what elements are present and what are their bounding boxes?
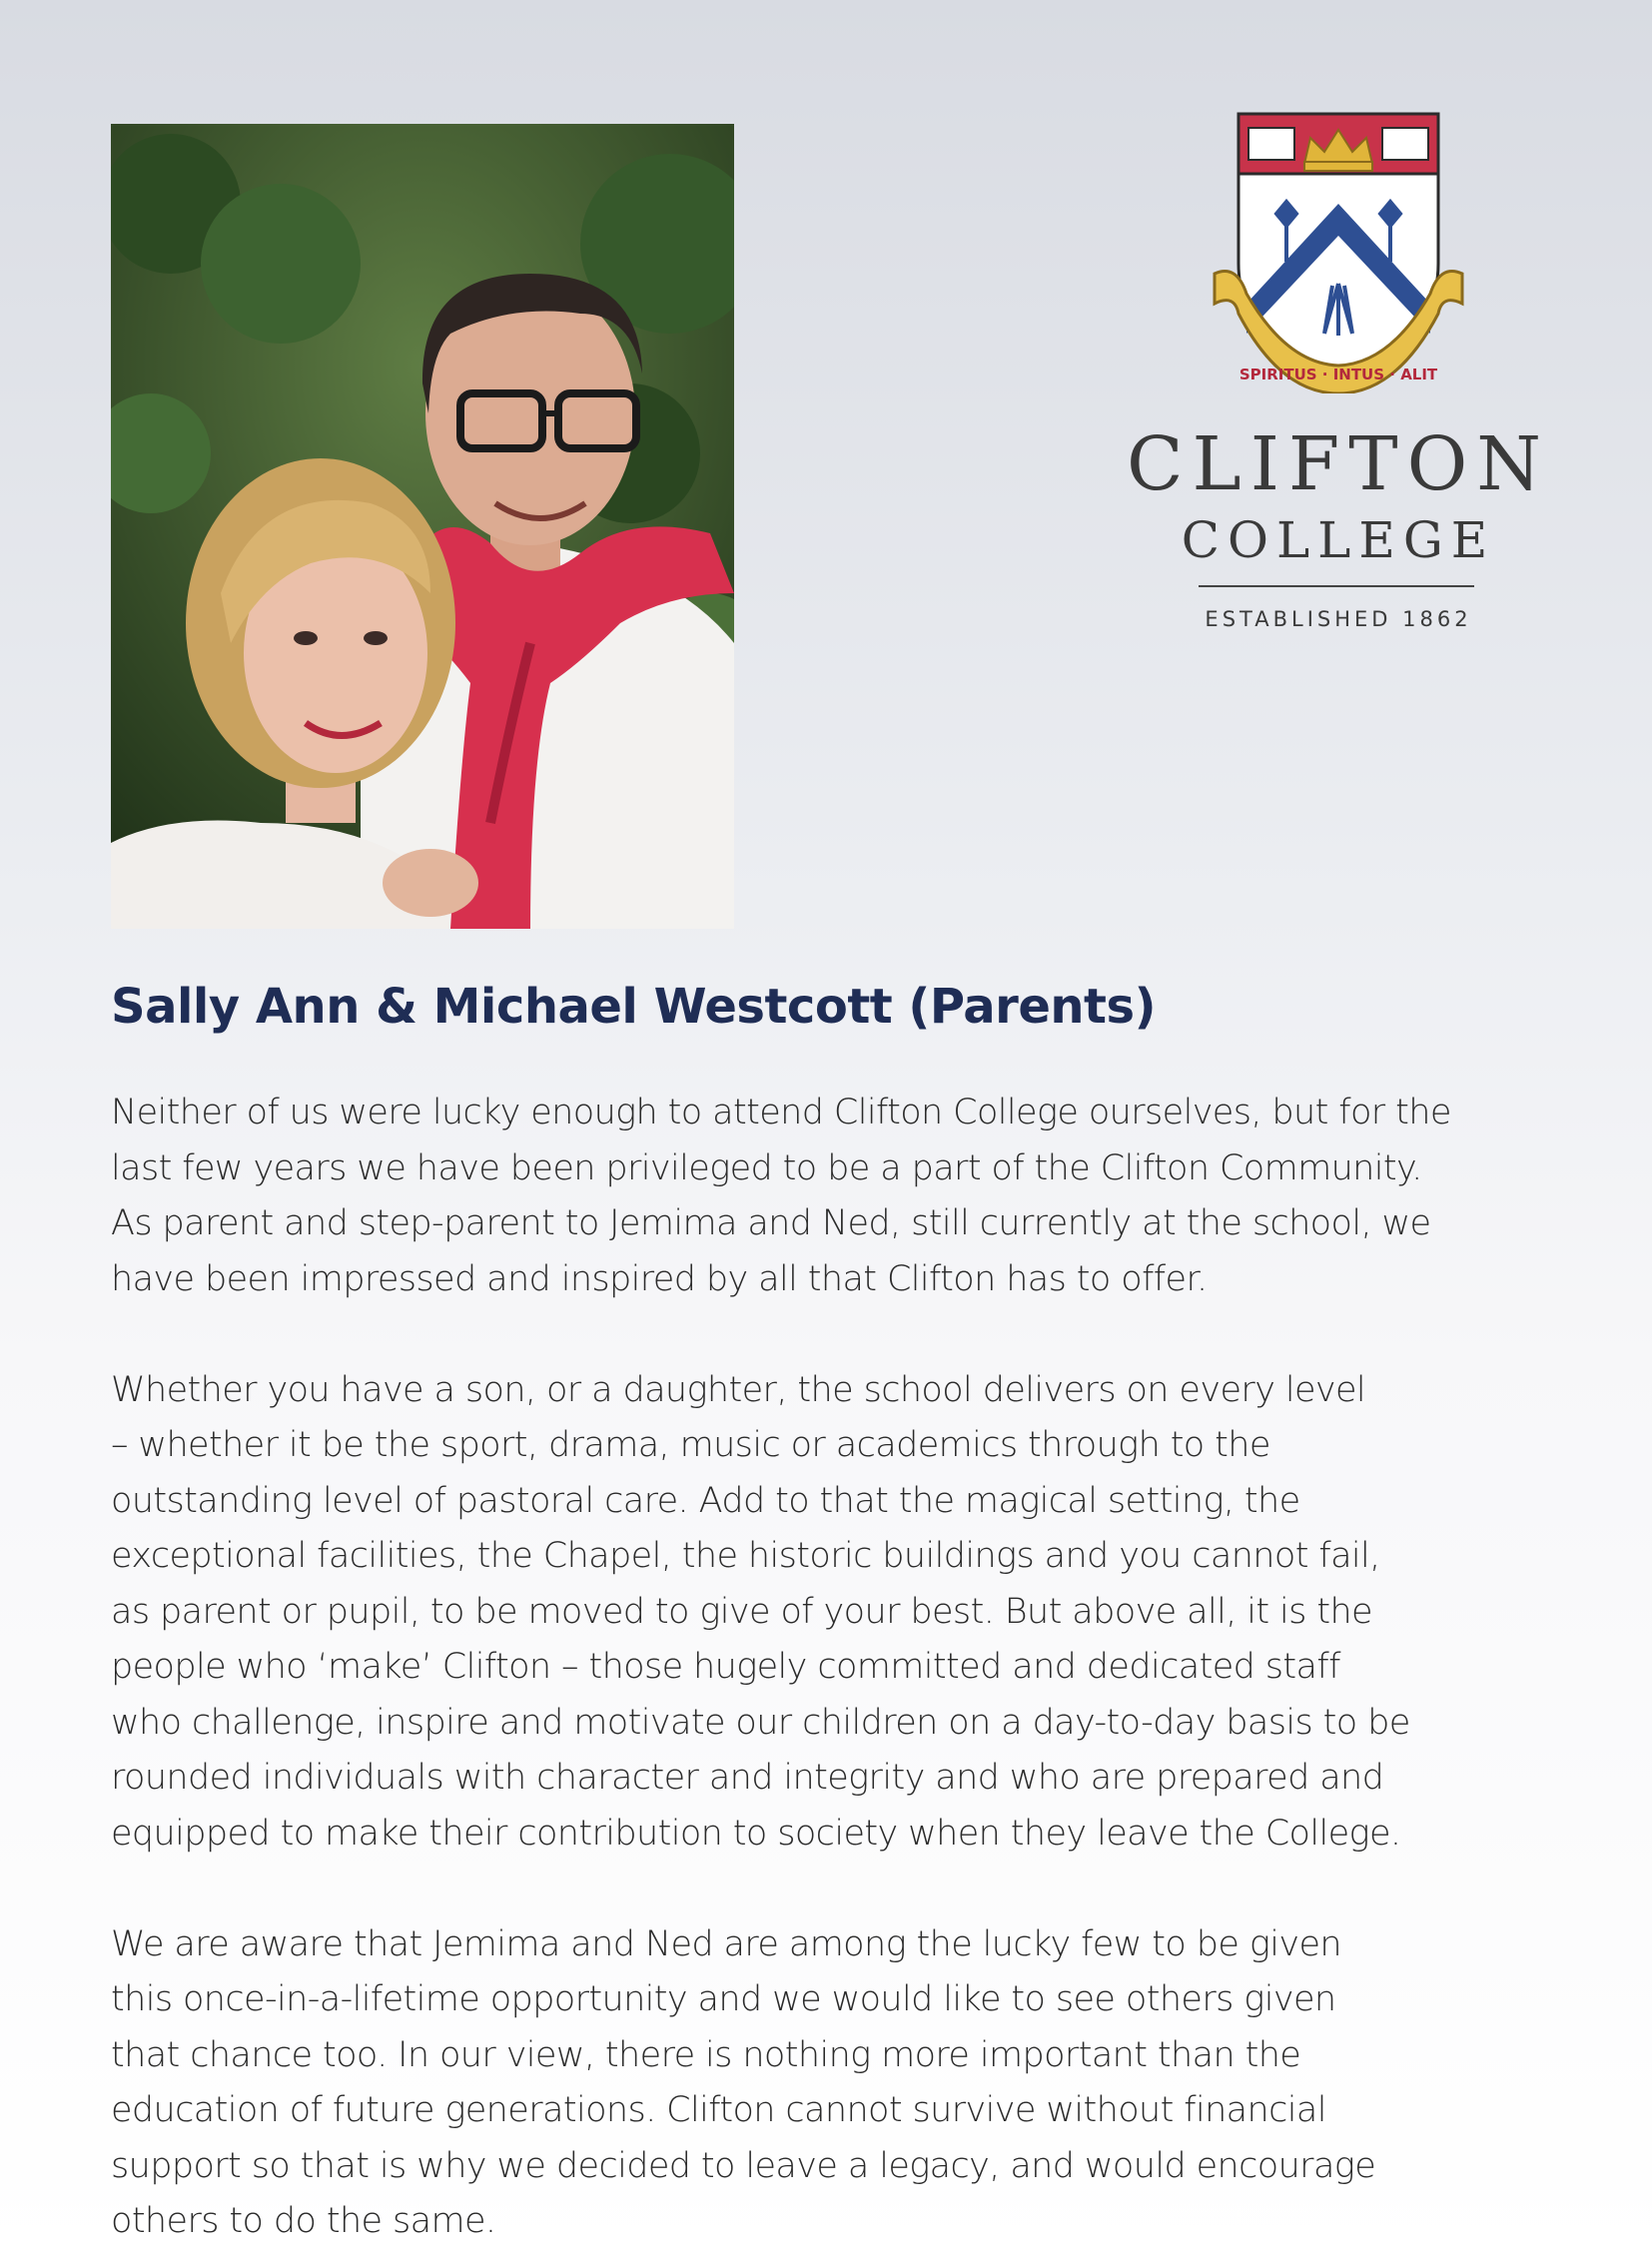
crest-motto: SPIRITUS · INTUS · ALIT	[1239, 366, 1438, 383]
logo-established: ESTABLISHED 1862	[1205, 607, 1472, 631]
paragraph-line: people who ‘make’ Clifton – those hugely committed and dedicated staff	[111, 1647, 1340, 1687]
testimonial-body	[111, 1086, 1559, 2250]
paragraph-line: who challenge, inspire and motivate our children on a day-to-day basis to be	[111, 1702, 1410, 1743]
paragraph-line: this once-in-a-lifetime opportunity and we would like to see others given	[111, 1979, 1336, 2019]
paragraph-line: last few years we have been privileged to be a part of the Clifton Community.	[111, 1147, 1422, 1188]
paragraph-line: Whether you have a son, or a daughter, the school delivers on every level	[111, 1369, 1366, 1410]
paragraph-line: exceptional facilities, the Chapel, the historic buildings and you cannot fail,	[111, 1536, 1380, 1576]
paragraph-gap	[111, 1862, 1559, 1917]
paragraph-line: others to do the same.	[111, 2201, 496, 2241]
paragraph-line: outstanding level of pastoral care. Add to that the magical setting, the	[111, 1480, 1300, 1521]
paragraph-line: Neither of us were lucky enough to attend Clifton College ourselves, but for the	[111, 1093, 1451, 1132]
parents-photo-illustration	[111, 124, 734, 929]
logo-wordmark-clifton: CLIFTON	[1126, 421, 1551, 507]
clifton-college-logo	[1099, 100, 1578, 639]
crest-icon	[1207, 104, 1470, 393]
paragraph-line: We are aware that Jemima and Ned are among the lucky few to be given	[111, 1923, 1341, 1964]
parents-photo	[111, 124, 734, 929]
paragraph-line: support so that is why we decided to leave a legacy, and would encourage	[111, 2145, 1376, 2186]
logo-divider	[1199, 585, 1474, 587]
paragraph-line: As parent and step-parent to Jemima and Ned, still currently at the school, we	[111, 1203, 1431, 1243]
paragraph-line: rounded individuals with character and integrity and who are prepared and	[111, 1758, 1384, 1798]
paragraph-line: have been impressed and inspired by all that Clifton has to offer.	[111, 1258, 1208, 1299]
paragraph-line: education of future generations. Clifton cannot survive without financial	[111, 2090, 1326, 2130]
paragraph-line: – whether it be the sport, drama, music or academics through to the	[111, 1425, 1270, 1465]
paragraph-2	[111, 1363, 1559, 1863]
paragraph-line: that chance too. In our view, there is nothing more important than the	[111, 2034, 1301, 2075]
paragraph-1	[111, 1086, 1559, 1307]
paragraph-line: as parent or pupil, to be moved to give of your best. But above all, it is the	[111, 1591, 1372, 1632]
paragraph-line: equipped to make their contribution to society when they leave the College.	[111, 1813, 1401, 1854]
testimonial-heading: Sally Ann & Michael Westcott (Parents)	[111, 979, 1156, 1035]
logo-wordmark-college: COLLEGE	[1181, 511, 1496, 569]
paragraph-gap	[111, 1307, 1559, 1363]
paragraph-3	[111, 1917, 1559, 2250]
